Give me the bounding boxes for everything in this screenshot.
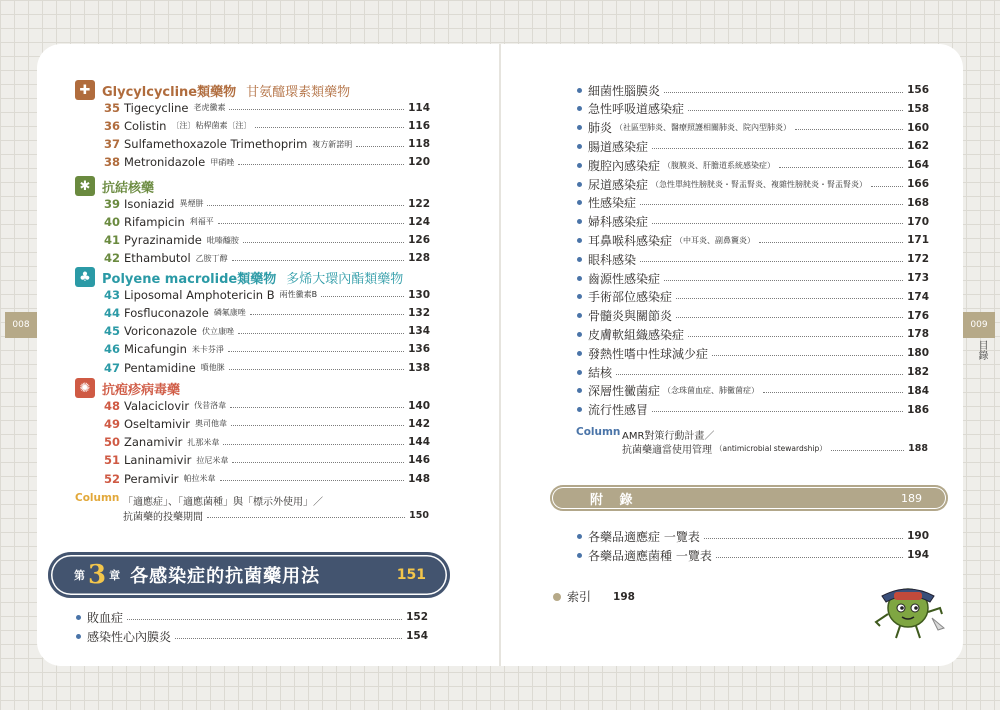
toc-entry[interactable] (104, 232, 430, 249)
entry-number: 47 (104, 360, 121, 375)
chapter-item[interactable] (577, 382, 929, 400)
chapter-item[interactable] (577, 325, 929, 343)
column-left-line2-row[interactable] (123, 508, 429, 523)
entry-name: Tigecycline (124, 100, 189, 115)
section-title-zh: 甘氨醯環素類藥物 (246, 84, 351, 100)
leader-dots (831, 450, 904, 451)
chapter-item[interactable] (577, 250, 929, 268)
leader-dots (250, 314, 404, 315)
bullet-icon (577, 144, 582, 149)
chapter-item-title: 結核 (588, 365, 613, 380)
bullet-icon (577, 219, 582, 224)
entry-name-zh: 磷氟康唑 (213, 308, 246, 318)
bullet-icon (577, 370, 582, 375)
entry-number: 46 (104, 342, 121, 357)
entry-name-zh: 甲硝唑 (210, 157, 235, 167)
toc-entry[interactable] (104, 397, 430, 414)
entry-number: 52 (104, 471, 121, 486)
toc-entry[interactable] (104, 359, 430, 376)
column-right-line2-row[interactable] (622, 441, 928, 456)
entry-name: Liposomal Amphotericin B (124, 287, 275, 302)
entry-name-zh: 噴他脒 (200, 363, 225, 373)
chapter-item[interactable] (577, 119, 929, 137)
entry-name-zh: 乙胺丁醇 (195, 253, 228, 263)
entry-number: 51 (104, 453, 121, 468)
entry-number: 48 (104, 398, 121, 413)
entry-name-zh: 兩性黴素B (279, 290, 318, 299)
entry-number: 41 (104, 233, 121, 248)
entry-name: Micafungin (124, 342, 187, 357)
chapter-item-title: 骨髓炎與關節炎 (588, 309, 673, 324)
chapter-item[interactable] (577, 213, 929, 231)
leader-dots (779, 167, 903, 168)
chapter-item-title: 手術部位感染症 (588, 290, 673, 305)
chapter-item[interactable] (577, 363, 929, 381)
toc-entry[interactable] (104, 434, 430, 451)
bullet-icon (577, 276, 582, 281)
chapter-item-title: 深層性黴菌症 (588, 384, 661, 399)
chapter-item-title: 流行性感冒 (588, 403, 649, 418)
chapter-item-title: 急性呼吸道感染症 (588, 102, 685, 117)
bullet-icon (577, 553, 582, 558)
entry-name-zh: 帕拉米韋 (183, 474, 216, 484)
leader-dots (759, 242, 903, 243)
chapter-item[interactable] (76, 627, 428, 645)
chapter-item-title: 肺炎 (588, 121, 613, 136)
chapter-item-page: 164 (907, 159, 929, 172)
chapter-item-page: 182 (907, 366, 929, 378)
toc-entry[interactable] (104, 286, 430, 303)
entry-name: Fosfluconazole (124, 305, 209, 320)
entry-page: 144 (408, 436, 430, 449)
section-heading (75, 378, 180, 398)
entry-page: 140 (408, 399, 430, 412)
entry-name-zh: 伐昔洛韋 (194, 401, 227, 410)
toc-entry[interactable] (104, 452, 430, 469)
entry-name: Zanamivir (124, 435, 183, 450)
entry-name-zh: 老虎黴素 (193, 103, 226, 112)
entry-page: 124 (408, 215, 430, 228)
index-title: 索引 (567, 590, 592, 604)
leader-dots (223, 444, 404, 445)
column-left-line1: 「適應症」、「適應菌種」與「標示外使用」／ (123, 497, 323, 508)
chapter-item-page: 173 (907, 272, 929, 284)
entry-name-zh: 拉尼米韋 (196, 455, 229, 465)
chapter-item[interactable] (577, 194, 929, 212)
leader-dots (704, 538, 903, 539)
entry-page: 148 (408, 472, 430, 485)
chapter-item-title: 細菌性腦膜炎 (588, 83, 661, 98)
chapter-item-title: 婦科感染症 (588, 215, 649, 230)
chapter-item-title: 眼科感染 (588, 252, 637, 267)
column-left-line2: 抗菌藥的投藥期間 (123, 512, 203, 523)
bullet-icon (577, 125, 582, 130)
leader-dots (229, 109, 404, 110)
leader-dots (230, 407, 404, 408)
entry-number: 36 (104, 118, 121, 133)
left-page-number: 008 (5, 312, 37, 338)
leader-dots (207, 517, 405, 518)
entry-name-zh: 伏立康唑 (201, 326, 234, 336)
bullet-icon (577, 534, 582, 539)
entry-name: Isoniazid (124, 196, 175, 211)
chapter-prefix: 第 (74, 569, 85, 582)
entry-name: Metronidazole (124, 155, 206, 170)
leader-dots (127, 619, 402, 620)
chapter-item-page: 158 (907, 102, 929, 115)
chapter-item[interactable] (577, 307, 929, 325)
bullet-icon (577, 182, 582, 187)
chapter-item-title: 齒源性感染症 (588, 271, 661, 286)
chapter-item-title: 發熱性嗜中性球減少症 (588, 346, 709, 361)
leader-dots (871, 186, 903, 187)
toc-entry[interactable] (104, 304, 430, 321)
entry-name-zh: 奧司他韋 (195, 419, 227, 429)
entry-page: 138 (408, 361, 430, 374)
chapter-item-page: 186 (907, 403, 929, 416)
chapter-item-page: 166 (907, 178, 929, 190)
toc-entry[interactable] (104, 117, 430, 134)
toc-entry[interactable] (104, 195, 430, 212)
chapter-item[interactable] (76, 608, 428, 626)
entry-name-zh: 異煙肼 (179, 199, 204, 208)
appendix-title: 附 錄 (590, 492, 639, 508)
bullet-icon (577, 351, 582, 356)
leader-dots (676, 298, 903, 299)
leader-dots (238, 333, 404, 334)
leader-dots (232, 260, 404, 261)
chapter-item-page: 194 (907, 549, 929, 561)
leader-dots (243, 242, 404, 243)
entry-number: 42 (104, 251, 121, 266)
leader-dots (232, 462, 404, 463)
chapter-item-note: （社區型肺炎、醫療照護相關肺炎、院內型肺炎） (615, 123, 792, 133)
entry-page: 126 (408, 234, 430, 247)
chapter-item-note: （腹膜炎、肝膽道系統感染症） (663, 160, 776, 170)
toc-entry[interactable] (104, 470, 430, 487)
bullet-icon (577, 163, 582, 168)
toc-entry[interactable] (104, 99, 430, 116)
tuberculosis-icon: ✱ (75, 176, 95, 196)
entry-number: 50 (104, 435, 121, 450)
bullet-icon (577, 407, 582, 412)
chapter-item[interactable] (577, 546, 929, 564)
leader-dots (616, 374, 903, 375)
chapter-item-title: 耳鼻喉科感染症 (588, 233, 673, 248)
entry-page: 128 (408, 252, 430, 265)
toc-entry[interactable] (104, 136, 430, 153)
chapter-item-page: 178 (907, 328, 929, 341)
entry-name-zh: 吡嗪醯胺 (206, 235, 239, 245)
right-page-number: 009 (963, 312, 995, 338)
leader-dots (676, 317, 903, 318)
bullet-icon (76, 615, 81, 620)
section-heading (75, 80, 350, 100)
chapter-item-title: 各藥品適應症 一覽表 (588, 529, 700, 544)
leader-dots (664, 280, 903, 281)
bullet-icon (577, 257, 582, 262)
entry-number: 37 (104, 137, 121, 152)
leader-dots (220, 480, 405, 481)
entry-name: Pentamidine (124, 360, 196, 375)
chapter-item[interactable] (577, 175, 929, 193)
bullet-icon (76, 634, 81, 639)
chapter-item-note: （念珠菌血症、肺黴菌症） (663, 386, 760, 396)
leader-dots (763, 392, 903, 393)
toc-entry[interactable] (104, 154, 430, 171)
leader-dots (229, 369, 404, 370)
chapter-item-page: 152 (406, 611, 428, 623)
toc-entry[interactable] (104, 415, 430, 432)
chapter-item-page: 154 (406, 630, 428, 642)
chapter-item[interactable] (577, 81, 929, 99)
bullet-icon (577, 332, 582, 337)
entry-page: 130 (408, 288, 430, 301)
bullet-icon (577, 388, 582, 393)
leader-dots (652, 223, 903, 224)
bullet-icon (577, 200, 582, 205)
bullet-icon (577, 238, 582, 243)
entry-name-zh: 複方新諾明 (312, 139, 353, 149)
entry-number: 49 (104, 416, 121, 431)
chapter-item-page: 184 (907, 384, 929, 397)
section-title-en: Polyene macrolide類藥物 (102, 271, 277, 287)
entry-name: Pyrazinamide (124, 233, 202, 248)
chapter-item-page: 168 (907, 196, 929, 209)
chapter-item-title: 敗血症 (87, 610, 124, 625)
bullet-icon (577, 106, 582, 111)
chapter-item[interactable] (577, 137, 929, 155)
entry-page: 142 (408, 417, 430, 430)
chapter-item[interactable] (577, 288, 929, 306)
entry-name: Voriconazole (124, 324, 197, 339)
bullet-icon (577, 313, 582, 318)
chapter-item-page: 174 (907, 290, 929, 303)
column-label-left: Column (75, 492, 120, 504)
chapter-item-note: （中耳炎、副鼻竇炎） (675, 235, 756, 245)
entry-number: 40 (104, 214, 121, 229)
bullet-icon (577, 294, 582, 299)
entry-name: Rifampicin (124, 214, 185, 229)
chapter-item-title: 性感染症 (588, 196, 637, 211)
chapter-page: 151 (396, 567, 426, 583)
leader-dots (228, 351, 404, 352)
chapter-3-banner[interactable] (48, 552, 450, 598)
entry-page: 118 (408, 138, 430, 151)
entry-page: 146 (408, 454, 430, 467)
column-right-line2: 抗菌藥適當使用管理 (622, 445, 712, 456)
entry-number: 35 (104, 100, 121, 115)
leader-dots (652, 411, 903, 412)
chapter-number: 3 (88, 560, 107, 590)
entry-name: Peramivir (124, 471, 179, 486)
entry-name: Oseltamivir (124, 416, 190, 431)
entry-name: Valaciclovir (124, 398, 190, 413)
leader-dots (175, 638, 402, 639)
chapter-item[interactable] (577, 401, 929, 419)
virus-icon: ✺ (75, 378, 95, 398)
chapter-item-page: 190 (907, 530, 929, 542)
entry-name-zh: 扎那米韋 (187, 437, 220, 447)
entry-page: 136 (408, 343, 430, 356)
chapter-item-title: 腹腔內感染症 (588, 158, 661, 173)
toc-entry[interactable] (104, 250, 430, 267)
chapter-item[interactable] (577, 269, 929, 287)
chapter-item[interactable] (577, 100, 929, 118)
column-right-page: 188 (908, 443, 928, 454)
column-label-right: Column (576, 426, 621, 438)
column-right-line2-note: （antimicrobial stewardship） (715, 444, 827, 453)
toc-entry[interactable] (104, 341, 430, 358)
chapter-item-page: 170 (907, 215, 929, 228)
appendix-page: 189 (901, 491, 922, 505)
chapter-item-page: 171 (907, 234, 929, 247)
leader-dots (712, 355, 903, 356)
entry-page: 122 (408, 197, 430, 210)
leader-dots (356, 146, 404, 147)
section-heading (75, 176, 154, 196)
leader-dots (688, 110, 903, 111)
chapter-item-page: 176 (907, 309, 929, 322)
chapter-item-page: 162 (907, 140, 929, 153)
chapter-item[interactable] (577, 156, 929, 174)
chapter-item-page: 156 (907, 84, 929, 96)
chapter-item-title: 腸道感染症 (588, 139, 649, 154)
chapter-item-page: 172 (907, 253, 929, 266)
leader-dots (716, 557, 903, 558)
entry-number: 44 (104, 305, 121, 320)
leader-dots (231, 425, 404, 426)
germ-mascot-icon (870, 578, 946, 642)
index-bullet-icon (553, 593, 561, 601)
leader-dots (321, 296, 404, 297)
leader-dots (640, 204, 903, 205)
index-page: 198 (613, 590, 635, 603)
entry-name: Sulfamethoxazole Trimethoprim (124, 137, 308, 152)
chapter-item-title: 感染性心內膜炎 (87, 629, 172, 644)
leader-dots (664, 92, 903, 93)
section-title-en: Glycylcycline類藥物 (102, 84, 237, 100)
leader-dots (795, 129, 903, 130)
toc-entry[interactable] (104, 213, 430, 230)
chapter-item[interactable] (577, 231, 929, 249)
column-left-page: 150 (409, 510, 429, 521)
glycylcycline-icon: ✚ (75, 80, 95, 100)
chapter-item-title: 尿道感染症 (588, 177, 649, 192)
section-title-zh: 抗疱疹病毒藥 (102, 382, 181, 398)
leader-dots (652, 148, 903, 149)
index-entry[interactable] (553, 588, 635, 605)
chapter-item-page: 180 (907, 347, 929, 360)
appendix-banner[interactable] (550, 485, 948, 511)
chapter-suffix: 章 (109, 569, 121, 582)
section-title-zh: 多烯大環內酯類藥物 (286, 271, 404, 287)
entry-name-zh: 〔注〕粘桿菌素〔注〕 (171, 121, 252, 131)
mushroom-icon: ♣ (75, 267, 95, 287)
entry-number: 45 (104, 324, 121, 339)
entry-name-zh: 米卡芬淨 (191, 344, 224, 354)
entry-name-zh: 利福平 (189, 217, 214, 227)
entry-page: 114 (408, 101, 430, 114)
entry-number: 43 (104, 287, 121, 302)
entry-page: 116 (408, 119, 430, 132)
chapter-item[interactable] (577, 527, 929, 545)
chapter-title: 各感染症的抗菌藥用法 (130, 566, 321, 587)
chapter-item-title: 皮膚軟組織感染症 (588, 327, 685, 342)
bullet-icon (577, 88, 582, 93)
book-spine (499, 44, 501, 666)
entry-page: 132 (408, 306, 430, 319)
entry-name: Colistin (124, 118, 167, 133)
chapter-item[interactable] (577, 344, 929, 362)
toc-entry[interactable] (104, 323, 430, 340)
column-right-line1: AMR對策行動計畫／ (622, 431, 715, 442)
entry-page: 120 (408, 156, 430, 169)
entry-page: 134 (408, 325, 430, 338)
chapter-item-note: （急性單純性膀胱炎・腎盂腎炎、複雜性膀胱炎・腎盂腎炎） (651, 179, 868, 189)
entry-number: 38 (104, 155, 121, 170)
leader-dots (238, 164, 404, 165)
leader-dots (640, 261, 903, 262)
section-title-zh: 抗結核藥 (102, 180, 155, 196)
leader-dots (218, 223, 404, 224)
section-heading (75, 267, 403, 287)
leader-dots (255, 127, 404, 128)
chapter-item-page: 160 (907, 121, 929, 134)
leader-dots (207, 205, 404, 206)
leader-dots (688, 336, 903, 337)
entry-name: Laninamivir (124, 453, 192, 468)
entry-name: Ethambutol (124, 251, 191, 266)
entry-number: 39 (104, 196, 121, 211)
chapter-item-title: 各藥品適應菌種 一覽表 (588, 548, 712, 563)
side-chapter-title: 目錄 (976, 340, 987, 360)
